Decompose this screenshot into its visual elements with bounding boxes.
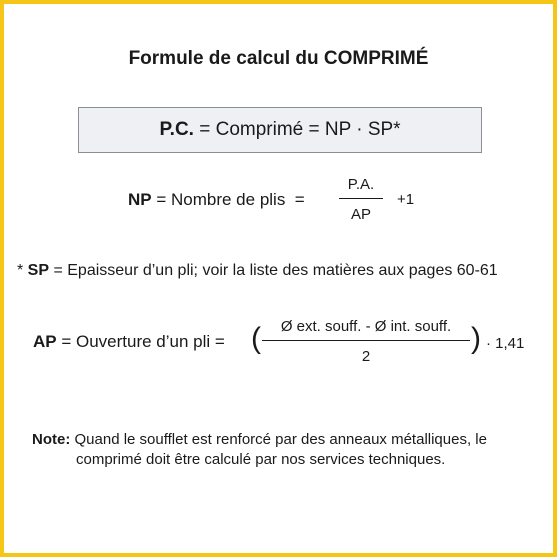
ap-formula-label [33,332,225,352]
sp-term: SP [27,262,50,279]
ap-term: AP [33,332,57,351]
pc-expression: = Comprimé = NP · SP* [193,119,401,140]
np-addend: +1 [397,191,415,208]
ap-denominator: 2 [361,348,371,365]
note-label: Note: [32,431,71,448]
page-title: Formule de calcul du COMPRIMÉ [128,48,429,69]
np-denominator: AP [350,206,371,223]
np-formula-label [128,190,305,210]
np-label: = Nombre de plis = [151,190,305,209]
np-fraction [339,176,383,223]
ap-numerator: Ø ext. souff. - Ø int. souff. [280,318,452,335]
pc-term: P.C. [159,119,194,140]
ap-multiplier: · 1,41 [486,335,525,352]
pc-formula-box [78,107,482,153]
note-line1: Quand le soufflet est renforcé par des anneaux métalliques, le [70,431,487,448]
note-line2: comprimé doit être calculé par nos services techniques. [76,451,446,468]
note-paragraph [32,430,542,470]
ap-paren-open: ( [251,322,261,355]
ap-label: = Ouverture d’un pli = [56,332,225,351]
ap-paren-close: ) [471,322,481,355]
np-term: NP [128,190,152,209]
ap-fraction [262,318,470,365]
sp-prefix: * [17,262,28,279]
sp-text: = Epaisseur d’un pli; voir la liste des matières aux pages 60-61 [49,262,498,279]
np-numerator: P.A. [347,176,375,193]
sp-definition [17,262,498,280]
